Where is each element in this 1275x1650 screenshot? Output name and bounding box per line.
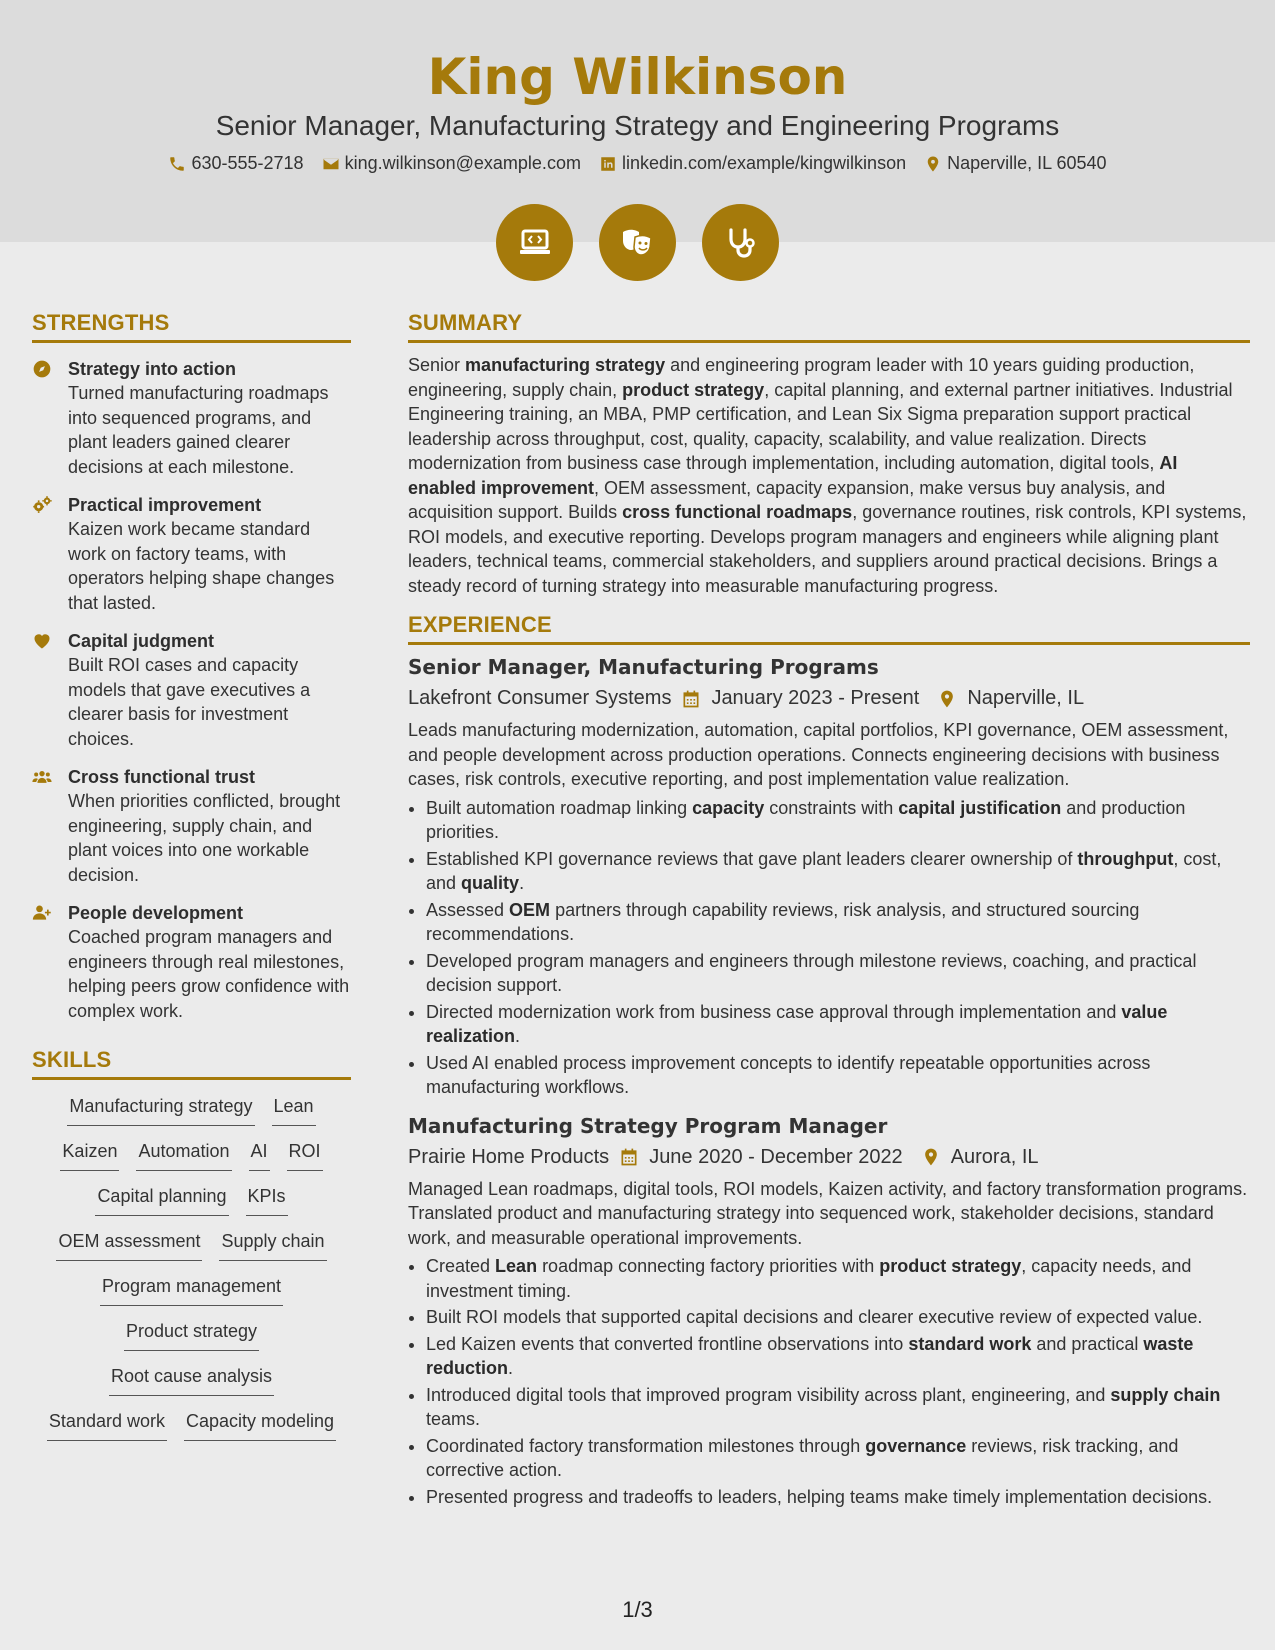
skill-row	[32, 1184, 351, 1229]
skill-tag: Product strategy	[124, 1319, 259, 1351]
bullet-item	[426, 1305, 1250, 1330]
text-segment: Built ROI models that supported capital decisions and clearer executive review of expected value.	[426, 1307, 1203, 1327]
headline: Senior Manager, Manufacturing Strategy and Engineering Programs	[215, 110, 1060, 141]
gears-icon	[32, 493, 54, 615]
job-description: Leads manufacturing modernization, automation, capital portfolios, KPI governance, OEM assessment, and people development across production operations. Connects engineering decisions with business cases, risk controls, executive reporting, and post implementation value realization.	[408, 720, 1229, 789]
text-segment: reviews, risk tracking, and corrective action.	[426, 1435, 1179, 1480]
text-segment: Built automation roadmap linking	[426, 797, 693, 818]
skill-tag: Program management	[100, 1274, 283, 1306]
text-segment: .	[515, 1026, 521, 1046]
skill-row	[32, 1229, 351, 1274]
text-segment: partners through capability reviews, risk analysis, and structured sourcing recommendations.	[426, 899, 1140, 944]
strengths-list	[32, 357, 351, 1023]
job-entry	[408, 655, 1250, 1100]
text-segment: Used AI enabled process improvement concepts to identify repeatable opportunities across manufacturing workflows.	[426, 1052, 1151, 1097]
strengths-heading: STRENGTHS	[32, 310, 351, 343]
text-segment: Senior	[408, 355, 466, 375]
skill-tag: Automation	[136, 1139, 231, 1171]
bold-phrase: OEM	[509, 899, 551, 920]
skill-tag: Supply chain	[219, 1229, 326, 1261]
text-segment: teams.	[426, 1409, 481, 1429]
job-meta	[408, 687, 1250, 710]
text-segment: Established KPI governance reviews that gave plant leaders clearer ownership of	[426, 848, 1078, 869]
company-name: Lakefront Consumer Systems	[408, 687, 672, 709]
text-segment: Led Kaizen events that converted frontline observations into	[426, 1333, 909, 1354]
experience-list	[408, 655, 1250, 1509]
experience-heading: EXPERIENCE	[408, 612, 1250, 645]
skill-tag: Kaizen	[60, 1139, 119, 1171]
skills-heading: SKILLS	[32, 1047, 351, 1080]
bold-phrase: quality	[461, 873, 520, 893]
bold-phrase: product strategy	[622, 379, 765, 400]
bullet-item	[426, 1485, 1250, 1510]
bullet-item	[426, 796, 1250, 845]
laptop-code-icon	[515, 223, 555, 263]
strength-title: Capital judgment	[68, 631, 215, 651]
job-entry	[408, 1114, 1250, 1510]
interest-badges	[0, 204, 1275, 281]
skill-tag: Standard work	[47, 1409, 167, 1441]
bold-phrase: cross functional roadmaps	[622, 502, 853, 522]
calendar-icon	[619, 1147, 639, 1167]
map-pin-icon	[937, 689, 957, 709]
strength-body	[68, 493, 351, 615]
job-title: Manufacturing Strategy Program Manager	[408, 1113, 888, 1138]
strength-description: Built ROI cases and capacity models that gave executives a clearer basis for investment choices.	[68, 655, 311, 749]
skill-row	[32, 1364, 351, 1409]
company-name: Prairie Home Products	[408, 1145, 610, 1168]
job-location: Aurora, IL	[950, 1145, 1039, 1168]
job-dates: June 2020 - December 2022	[649, 1145, 903, 1168]
strength-item	[32, 901, 351, 1023]
bold-phrase: throughput	[1077, 848, 1174, 869]
skill-tag: Capacity modeling	[184, 1409, 336, 1441]
bullet-item	[426, 1254, 1250, 1303]
bullet-item	[426, 847, 1250, 896]
text-segment: , cost, and	[426, 848, 1222, 893]
text-segment: constraints with	[764, 797, 899, 818]
strength-item	[32, 357, 351, 479]
contact-location	[924, 153, 1106, 174]
summary-text	[408, 353, 1250, 598]
bold-phrase: supply chain	[1110, 1384, 1221, 1405]
map-pin-icon	[924, 155, 942, 173]
bullet-item	[426, 1434, 1250, 1483]
users-icon	[32, 765, 54, 887]
contact-phone[interactable]	[168, 153, 303, 174]
bullet-item	[426, 1332, 1250, 1381]
linkedin-text: linkedin.com/example/kingwilkinson	[621, 153, 907, 173]
theater-masks-icon	[618, 223, 658, 263]
bold-phrase: AI enabled improvement	[408, 453, 1178, 498]
text-segment: , governance routines, risk controls, KPI systems, ROI models, and executive reporting. Develops program managers and engineers while aligning plant leaders, technical teams, commercial stakeholders, and suppliers around practical decisions. Brings a steady record of turning strategy into measurable manufacturing progress.	[408, 502, 1247, 596]
bold-phrase: waste reduction	[426, 1333, 1194, 1378]
calendar-icon	[681, 689, 701, 709]
job-meta	[408, 1146, 1250, 1169]
map-pin-icon	[921, 1147, 941, 1167]
strength-item	[32, 493, 351, 615]
bold-phrase: capacity	[692, 797, 765, 818]
text-segment: Directed modernization work from business case approval through implementation and	[426, 1001, 1122, 1022]
skill-tag: Capital planning	[95, 1184, 228, 1216]
bold-phrase: Lean	[495, 1256, 538, 1276]
skill-row	[32, 1139, 351, 1184]
skills-list	[32, 1094, 351, 1454]
strength-title: Cross functional trust	[68, 767, 256, 787]
phone-text: 630-555-2718	[191, 153, 304, 173]
text-segment: and engineering program leader with 10 years guiding production, engineering, supply chain,	[408, 355, 1195, 400]
job-bullets	[408, 1254, 1250, 1509]
bold-phrase: standard work	[908, 1333, 1032, 1354]
strength-description: Turned manufacturing roadmaps into sequenced programs, and plant leaders gained clearer decisions at each milestone.	[68, 383, 329, 477]
contact-email[interactable]	[322, 153, 581, 174]
skill-row	[32, 1094, 351, 1139]
location-text: Naperville, IL 60540	[947, 153, 1107, 173]
stethoscope-icon	[721, 223, 761, 263]
bullet-item	[426, 1000, 1250, 1049]
job-description: Managed Lean roadmaps, digital tools, ROI models, Kaizen activity, and factory transformation programs. Translated product and manufacturing strategy into sequenced work, stakeholder decisions, standard work, and measurable operational improvements.	[408, 1178, 1248, 1248]
job-title: Senior Manager, Manufacturing Programs	[408, 655, 879, 679]
text-segment: roadmap connecting factory priorities with	[537, 1256, 880, 1276]
strength-description: Coached program managers and engineers through real milestones, helping peers grow confidence with complex work.	[68, 927, 350, 1021]
compass-icon	[32, 357, 54, 479]
bullet-item	[426, 1383, 1250, 1432]
linkedin-icon	[599, 155, 617, 173]
strength-body	[68, 765, 351, 887]
text-segment: and practical	[1031, 1333, 1144, 1354]
laptop-code-badge	[496, 204, 573, 281]
theater-masks-badge	[599, 204, 676, 281]
skill-tag: KPIs	[246, 1184, 288, 1216]
summary-heading: SUMMARY	[408, 310, 1250, 343]
strength-body	[68, 357, 351, 479]
strength-title: Strategy into action	[68, 359, 237, 379]
page-number: 1/3	[622, 1597, 653, 1622]
strength-item	[32, 765, 351, 887]
text-segment: .	[519, 873, 525, 893]
skill-row	[32, 1409, 351, 1454]
email-text: king.wilkinson@example.com	[344, 153, 581, 173]
bullet-item	[426, 949, 1250, 998]
strength-title: Practical improvement	[68, 495, 262, 515]
bullet-item	[426, 1051, 1250, 1100]
job-dates: January 2023 - Present	[711, 687, 920, 709]
user-plus-icon	[32, 901, 54, 1023]
candidate-name: King Wilkinson	[427, 48, 848, 106]
bullet-item	[426, 898, 1250, 947]
strength-description: Kaizen work became standard work on factory teams, with operators helping shape changes that lasted.	[68, 519, 335, 613]
skill-tag: AI	[249, 1139, 270, 1171]
text-segment: and production priorities.	[426, 797, 1186, 842]
skill-tag: OEM assessment	[56, 1229, 202, 1261]
left-column	[32, 310, 351, 1454]
strength-title: People development	[68, 903, 244, 923]
strength-description: When priorities conflicted, brought engineering, supply chain, and plant voices into one workable decision.	[68, 791, 341, 885]
job-bullets	[408, 796, 1250, 1100]
strength-body	[68, 629, 351, 751]
right-column	[408, 310, 1250, 1511]
job-location: Naperville, IL	[967, 687, 1085, 709]
contact-linkedin[interactable]	[599, 153, 906, 174]
skill-tag: Manufacturing strategy	[67, 1094, 254, 1126]
envelope-icon	[322, 155, 340, 173]
stethoscope-badge	[702, 204, 779, 281]
bold-phrase: product strategy	[879, 1256, 1022, 1276]
phone-icon	[168, 155, 186, 173]
text-segment: Presented progress and tradeoffs to leaders, helping teams make timely implementation decisions.	[426, 1486, 1213, 1507]
skill-tag: Root cause analysis	[109, 1364, 274, 1396]
skill-row	[32, 1319, 351, 1364]
bold-phrase: value realization	[426, 1001, 1168, 1046]
strength-item	[32, 629, 351, 751]
text-segment: Assessed	[426, 899, 510, 920]
text-segment: Introduced digital tools that improved program visibility across plant, engineering, and	[426, 1384, 1111, 1405]
text-segment: .	[508, 1358, 514, 1378]
skill-row	[32, 1274, 351, 1319]
text-segment: Created	[426, 1256, 496, 1276]
skill-tag: ROI	[287, 1139, 323, 1171]
bold-phrase: governance	[865, 1435, 967, 1456]
text-segment: , capacity needs, and investment timing.	[426, 1256, 1192, 1301]
text-segment: Coordinated factory transformation milestones through	[426, 1435, 866, 1456]
heart-icon	[32, 629, 54, 751]
text-segment: Developed program managers and engineers through milestone reviews, coaching, and practical decision support.	[426, 950, 1197, 995]
bold-phrase: capital justification	[898, 797, 1062, 818]
text-segment: , capital planning, and external partner initiatives. Industrial Engineering training, an MBA, PMP certification, and Lean Six Sigma preparation support practical leadership across throughput, cost, quality, capacity, scalability, and value realization. Directs modernization from business case through implementation, including automation, digital tools,	[408, 379, 1233, 473]
strength-body	[68, 901, 351, 1023]
text-segment: , OEM assessment, capacity expansion, make versus buy analysis, and acquisition support. Builds	[408, 477, 1166, 522]
skill-tag: Lean	[272, 1094, 316, 1126]
contact-bar	[0, 153, 1275, 174]
bold-phrase: manufacturing strategy	[465, 355, 666, 375]
